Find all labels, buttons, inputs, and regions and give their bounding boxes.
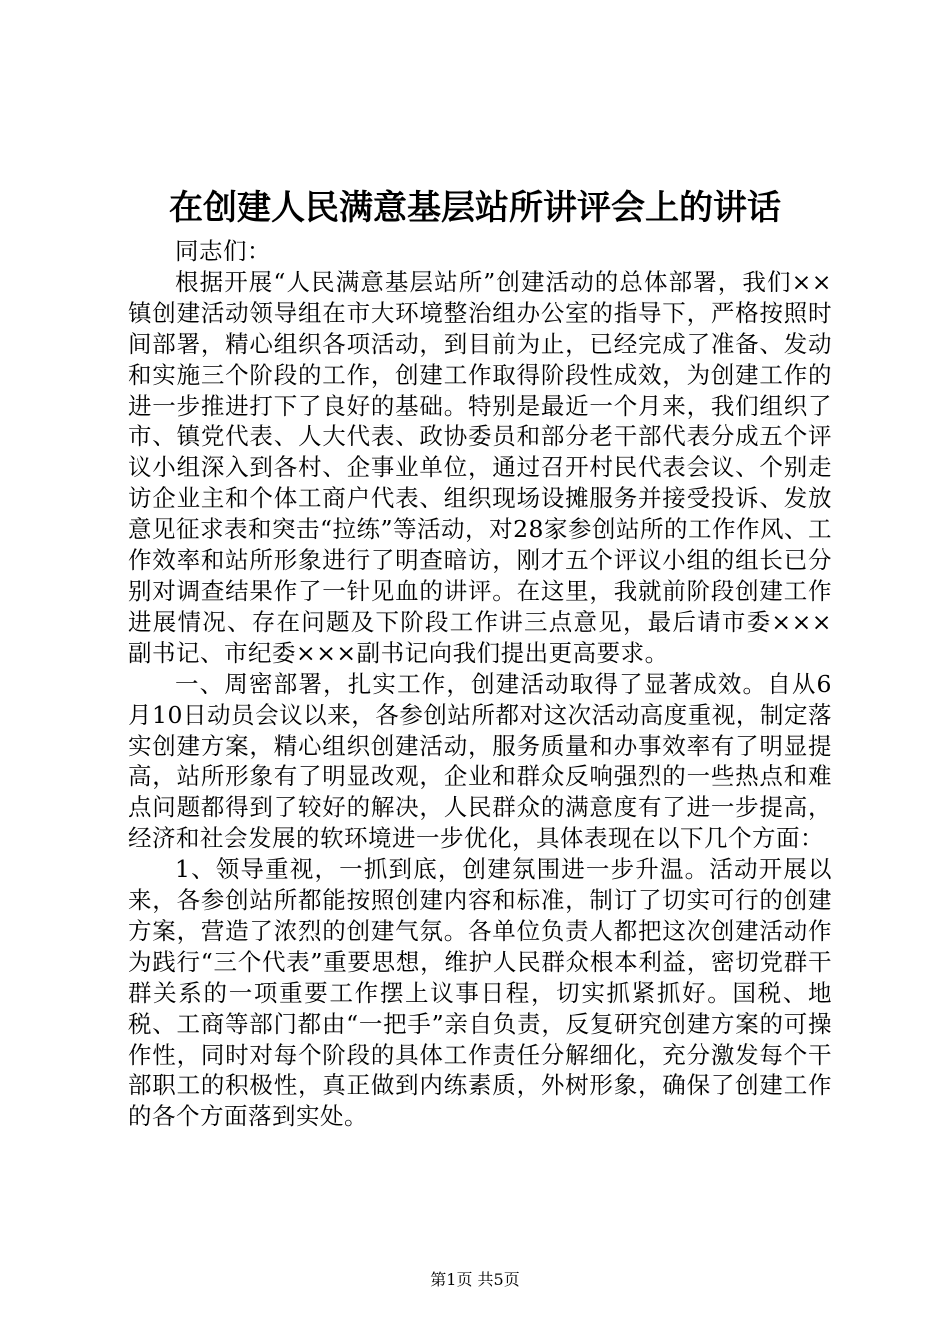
page-number-footer: 第1页 共5页: [430, 1270, 520, 1289]
document-title: 在创建人民满意基层站所讲评会上的讲话: [169, 188, 781, 228]
paragraph-intro: 根据开展“人民满意基层站所”创建活动的总体部署，我们××镇创建活动领导组在市大环境整治组办公室的指导下，严格按照时间部署，精心组织各项活动，到目前为止，已经完成了准备、发动和实施三个阶段的工作，创建工作取得阶段性成效，为创建工作的进一步推进打下了良好的基础。特别是最近一个月来，我们组织了市、镇党代表、人大代表、政协委员和部分老干部代表分成五个评议小组深入到各村、企事业单位，通过召开村民代表会议、个别走访企业主和个体工商户代表、组织现场设摊服务并接受投诉、发放意见征求表和突击“拉练”等活动，对28家参创站所的工作作风、工作效率和站所形象进行了明查暗访，刚才五个评议小组的组长已分别对调查结果作了一针见血的讲评。在这里，我就前阶段创建工作进展情况、存在问题及下阶段工作讲三点意见，最后请市委×××副书记、市纪委×××副书记向我们提出更高要求。: [128, 267, 832, 667]
document-body: [128, 236, 832, 1132]
salutation: 同志们：: [175, 237, 271, 265]
paragraph-section-one: 一、周密部署，扎实工作，创建活动取得了显著成效。自从6月10日动员会议以来，各参创站所都对这次活动高度重视，制定落实创建方案，精心组织创建活动，服务质量和办事效率有了明显提高，站所形象有了明显改观，企业和群众反响强烈的一些热点和难点问题都得到了较好的解决，人民群众的满意度有了进一步提高，经济和社会发展的软环境进一步优化，具体表现在以下几个方面：: [128, 669, 832, 853]
paragraph-point-one: 1、领导重视，一抓到底，创建氛围进一步升温。活动开展以来，各参创站所都能按照创建内容和标准，制订了切实可行的创建方案，营造了浓烈的创建气氛。各单位负责人都把这次创建活动作为践行“三个代表”重要思想，维护人民群众根本利益，密切党群干群关系的一项重要工作摆上议事日程，切实抓紧抓好。国税、地税、工商等部门都由“一把手”亲自负责，反复研究创建方案的可操作性，同时对每个阶段的具体工作责任分解细化，充分激发每个干部职工的积极性，真正做到内练素质，外树形象，确保了创建工作的各个方面落到实处。: [128, 855, 832, 1131]
